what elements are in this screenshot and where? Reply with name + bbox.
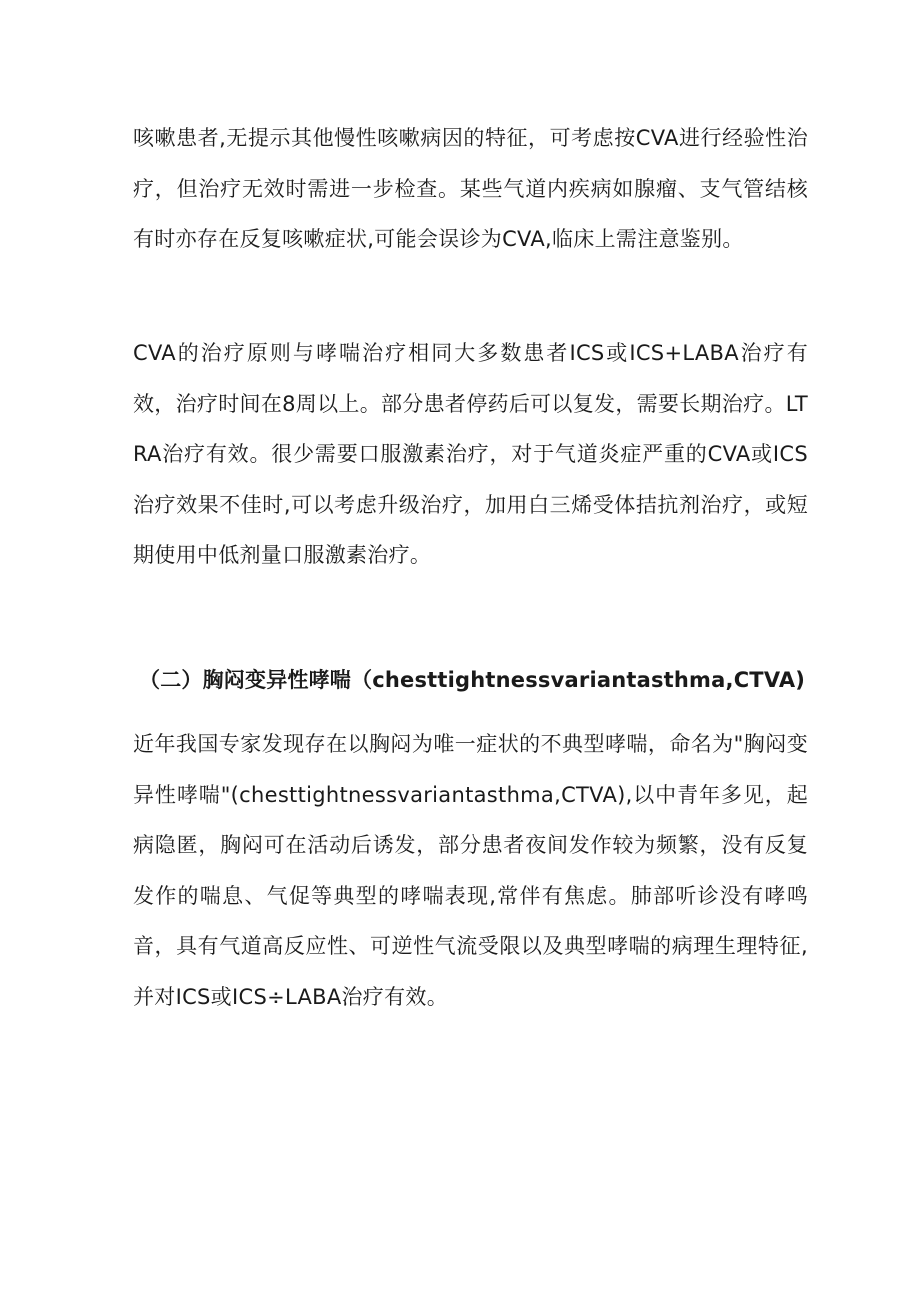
paragraph-ctva-description: 近年我国专家发现存在以胸闷为唯一症状的不典型哮喘，命名为"胸闷变异性哮喘"(chesttightnessvariantasthma,CTVA),以中青年多见，起病隐匿，胸闷可在活动后诱发，部分患者夜间发作较为频繁，没有反复发作的喘息、气促等典型的哮喘表现,常伴有焦虑。肺部听诊没有哮鸣音，具有气道高反应性、可逆性气流受限以及典型哮喘的病理生理特征,并对ICS或ICS÷LABA治疗有效。	[133, 732, 808, 1009]
paragraph-cva-treatment: CVA的治疗原则与哮喘治疗相同大多数患者ICS或ICS+LABA治疗有效，治疗时间在8周以上。部分患者停药后可以复发，需要长期治疗。LTRA治疗有效。很少需要口服激素治疗，对于气道炎症严重的CVA或ICS治疗效果不佳时,可以考虑升级治疗，加用白三烯受体拮抗剂治疗，或短期使用中低剂量口服激素治疗。	[133, 341, 808, 567]
paragraph-cva-diagnosis: 咳嗽患者,无提示其他慢性咳嗽病因的特征，可考虑按CVA进行经验性治疗，但治疗无效时需进一步检查。某些气道内疾病如腺瘤、支气管结核有时亦存在反复咳嗽症状,可能会误诊为CVA,临床上需注意鉴别。	[133, 126, 808, 251]
section-heading-ctva: （二）胸闷变异性哮喘（chesttightnessvariantasthma,CTVA)	[139, 668, 806, 692]
